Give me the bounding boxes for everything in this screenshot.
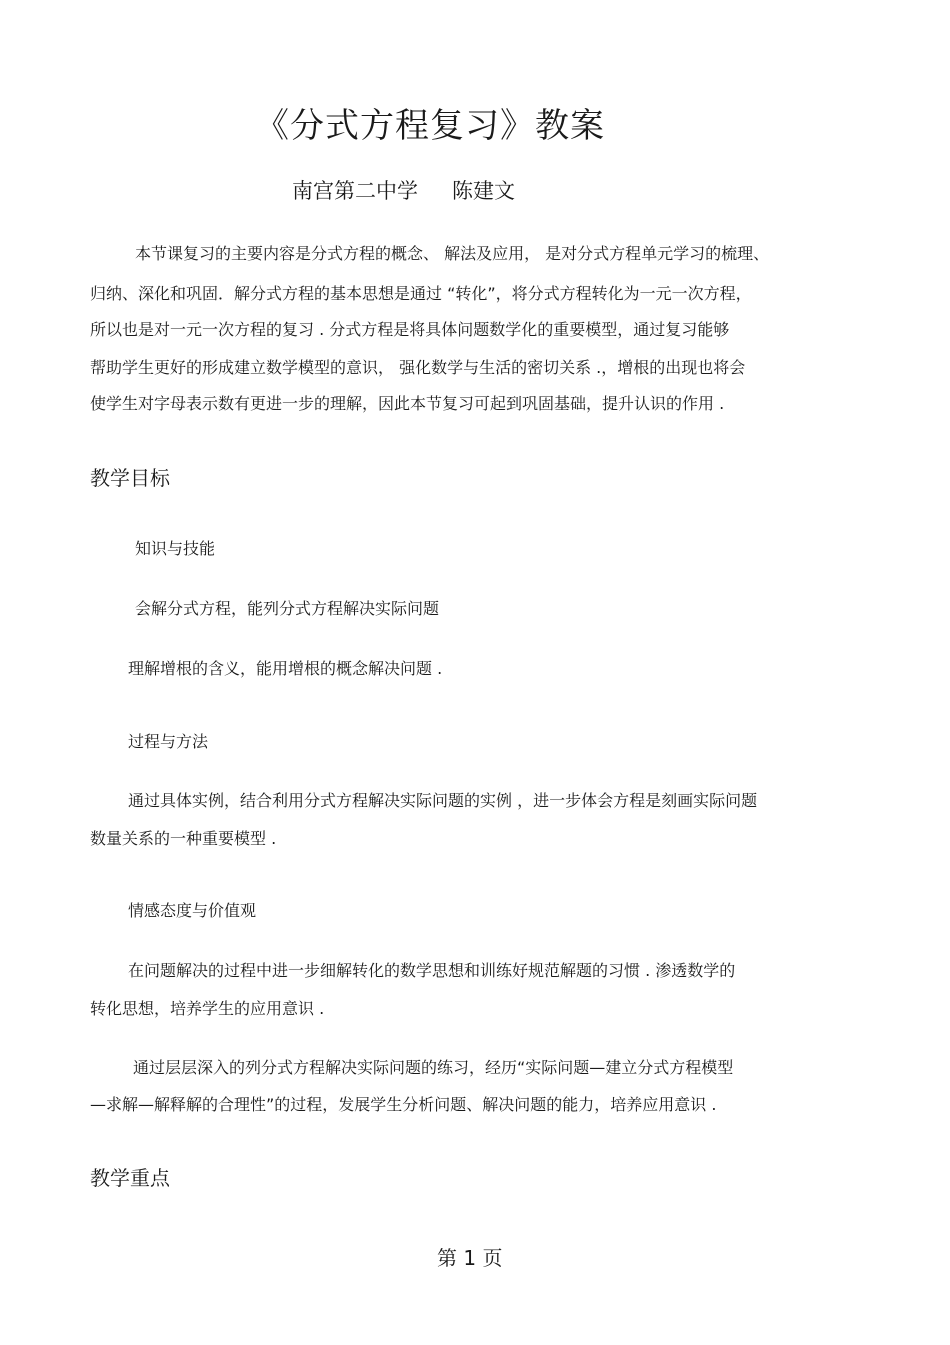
intro-line-5: 使学生对字母表示数有更进一步的理解，因此本节复习可起到巩固基础，提升认识的作用 . [90, 394, 725, 413]
knowledge-item-1: 会解分式方程，能列分式方程解决实际问题 [135, 599, 440, 618]
author-name: 陈建文 [452, 179, 515, 203]
intro-line-1: 本节课复习的主要内容是分式方程的概念、 解法及应用， 是对分式方程单元学习的梳理、 [135, 244, 770, 263]
process-heading: 过程与方法 [128, 732, 209, 751]
knowledge-item-2: 理解增根的含义，能用增根的概念解决问题 . [128, 659, 443, 678]
emotion-line-4: —求解—解释解的合理性”的过程，发展学生分析问题、解决问题的能力，培养应用意识 . [90, 1095, 717, 1114]
author-school: 南宫第二中学 [292, 179, 418, 203]
emotion-line-3: 通过层层深入的列分式方程解决实际问题的练习，经历“实际问题—建立分式方程模型 [133, 1058, 734, 1077]
page-title: 《分式方程复习》教案 [255, 106, 605, 146]
emotion-line-2: 转化思想，培养学生的应用意识 . [90, 999, 325, 1018]
goals-heading: 教学目标 [90, 466, 170, 490]
page-number: 第 1 页 [437, 1246, 503, 1270]
intro-line-3: 所以也是对一元一次方程的复习 . 分式方程是将具体问题数学化的重要模型，通过复习能够 [90, 320, 730, 339]
intro-line-4: 帮助学生更好的形成建立数学模型的意识， 强化数学与生活的密切关系 .，增根的出现也将会 [90, 358, 746, 377]
emotion-heading: 情感态度与价值观 [128, 901, 257, 920]
process-line-2: 数量关系的一种重要模型 . [90, 829, 277, 848]
intro-line-2: 归纳、深化和巩固．解分式方程的基本思想是通过 “转化”，将分式方程转化为一元一次方程， [90, 284, 752, 303]
knowledge-heading: 知识与技能 [135, 539, 216, 558]
key-points-heading: 教学重点 [90, 1166, 170, 1190]
process-line-1: 通过具体实例，结合利用分式方程解决实际问题的实例 ，进一步体会方程是刻画实际问题 [128, 791, 758, 810]
author-line [292, 175, 515, 205]
emotion-line-1: 在问题解决的过程中进一步细解转化的数学思想和训练好规范解题的习惯 . 渗透数学的 [128, 961, 736, 980]
